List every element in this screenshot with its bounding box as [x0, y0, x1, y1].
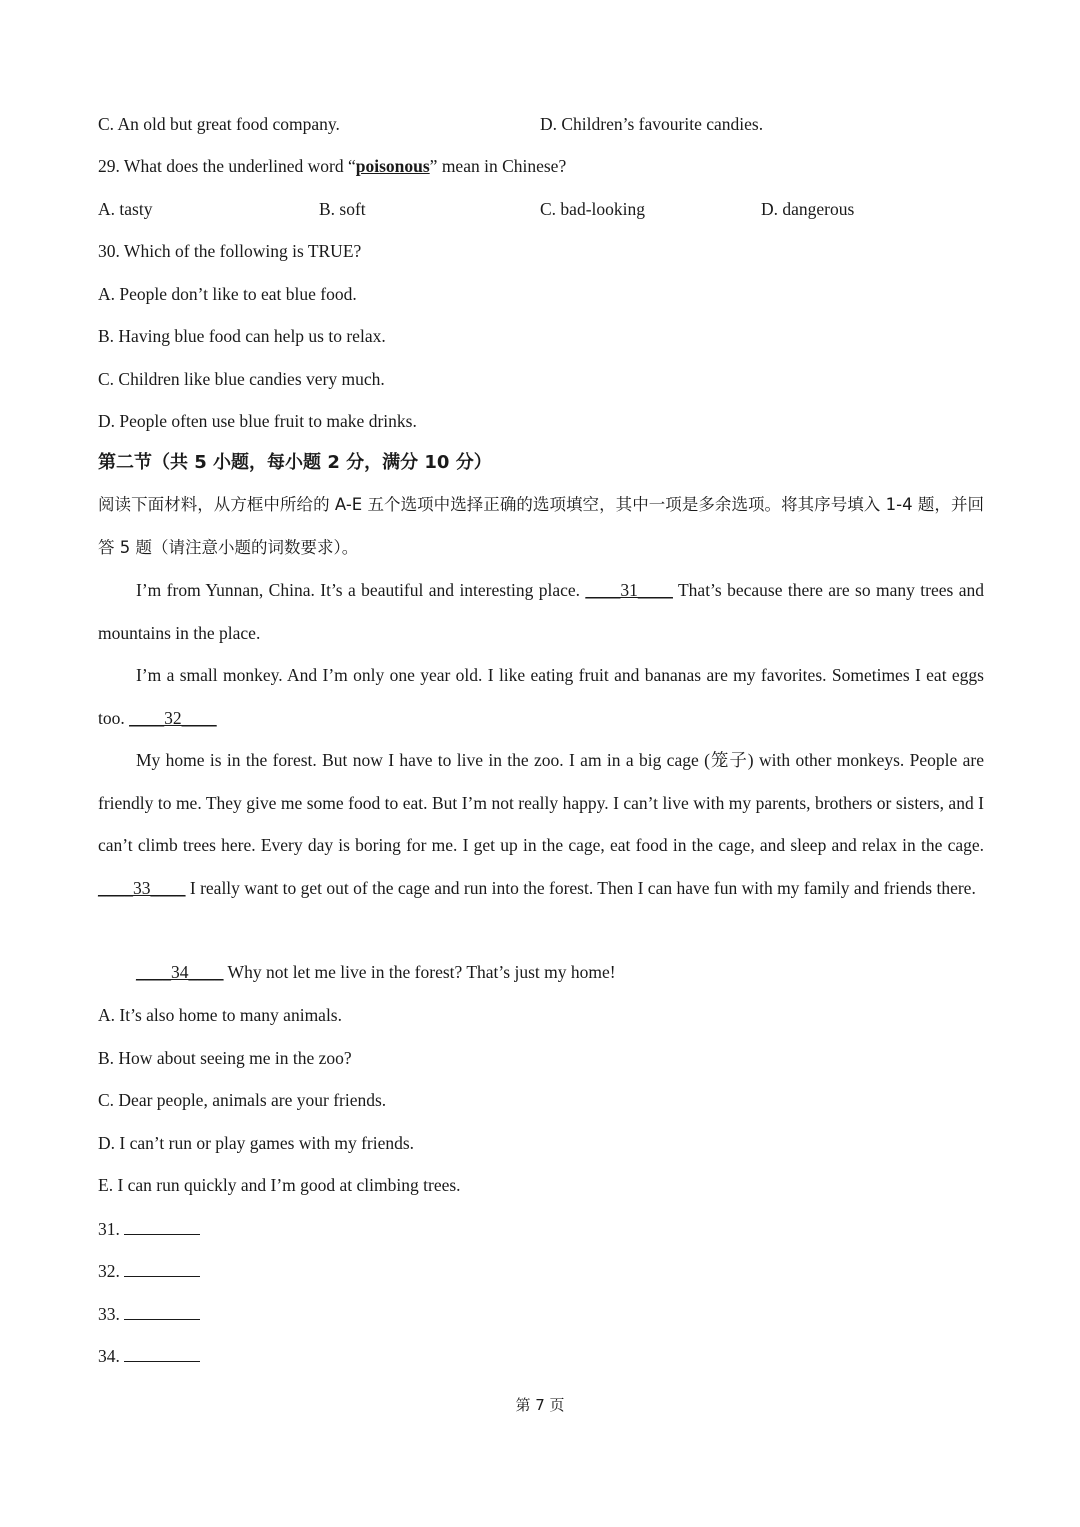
choice-c: C. Dear people, animals are your friends.: [98, 1090, 387, 1110]
choice-e: E. I can run quickly and I’m good at climbing trees.: [98, 1175, 461, 1195]
p1-before: I’m from Yunnan, China. It’s a beautiful and interesting place.: [136, 580, 586, 600]
q29-option-a: A. tasty: [98, 199, 153, 219]
choice-d: D. I can’t run or play games with my friends.: [98, 1133, 415, 1153]
answer-blank-31[interactable]: [124, 1216, 200, 1235]
p2-before: I’m a small monkey. And I’m only one year old. I like eating fruit and bananas are my favorites. Sometimes I eat eggs too.: [98, 665, 984, 728]
blank-32: ____32____: [129, 707, 217, 728]
q28-option-c: C. An old but great food company.: [98, 114, 340, 134]
q30-question: 30. Which of the following is TRUE?: [98, 241, 362, 261]
p4-after: Why not let me live in the forest? That’s just my home!: [223, 962, 616, 982]
passage-paragraph-3: [98, 739, 984, 909]
q29-option-c: C. bad-looking: [540, 199, 645, 219]
page-footer: 第 7 页: [515, 1396, 565, 1414]
answer-label-32: 32.: [98, 1261, 120, 1281]
q29-suffix: ” mean in Chinese?: [429, 156, 567, 176]
answer-line-34: [98, 1343, 200, 1368]
section-heading: 第二节（共 5 小题，每小题 2 分，满分 10 分）: [98, 452, 492, 473]
answer-line-33: [98, 1301, 200, 1326]
p3-before: My home is in the forest. But now I have to live in the zoo. I am in a big cage (笼子) with other monkeys. People are friendly to me. They give me some food to eat. But I’m not really happy. I can’t live with my parents, brothers or sisters, and I can’t climb trees here. Every day is boring for me. I get up in the cage, eat food in the cage, and sleep and relax in the cage.: [98, 750, 984, 855]
q29-options-row: [98, 197, 984, 221]
answer-line-31: [98, 1216, 200, 1241]
blank-33: ____33____: [98, 877, 186, 898]
q28-options-row: [98, 112, 984, 136]
answer-label-34: 34.: [98, 1346, 120, 1366]
passage-paragraph-4: [98, 951, 984, 994]
q30-option-c: C. Children like blue candies very much.: [98, 369, 385, 389]
q29-option-d: D. dangerous: [761, 199, 855, 219]
choice-b: B. How about seeing me in the zoo?: [98, 1048, 352, 1068]
passage-paragraph-2: [98, 654, 984, 739]
answer-line-32: [98, 1258, 200, 1283]
passage-paragraph-1: [98, 569, 984, 654]
answer-label-33: 33.: [98, 1304, 120, 1324]
blank-34: ____34____: [136, 962, 224, 982]
choice-a: A. It’s also home to many animals.: [98, 1005, 342, 1025]
q30-option-b: B. Having blue food can help us to relax.: [98, 326, 386, 346]
p3-after: I really want to get out of the cage and run into the forest. Then I can have fun with my family and friends there.: [185, 877, 976, 898]
q29-underlined-word: poisonous: [355, 156, 430, 176]
answer-blank-33[interactable]: [124, 1301, 200, 1320]
blank-31: ____31____: [585, 580, 673, 600]
q30-option-d: D. People often use blue fruit to make drinks.: [98, 411, 417, 431]
q29-option-b: B. soft: [319, 199, 366, 219]
q29-question: [98, 154, 566, 178]
q28-option-d: D. Children’s favourite candies.: [540, 114, 764, 134]
answer-blank-32[interactable]: [124, 1258, 200, 1277]
answer-blank-34[interactable]: [124, 1343, 200, 1362]
q29-prefix: 29. What does the underlined word “: [98, 156, 356, 176]
section-instructions: 阅读下面材料，从方框中所给的 A-E 五个选项中选择正确的选项填空，其中一项是多余选项。将其序号填入 1-4 题，并回答 5 题（请注意小题的词数要求）。: [98, 495, 984, 557]
q30-option-a: A. People don’t like to eat blue food.: [98, 284, 357, 304]
p1-after: That’s because there are so many trees and mountains in the place.: [98, 580, 984, 643]
answer-label-31: 31.: [98, 1219, 120, 1239]
